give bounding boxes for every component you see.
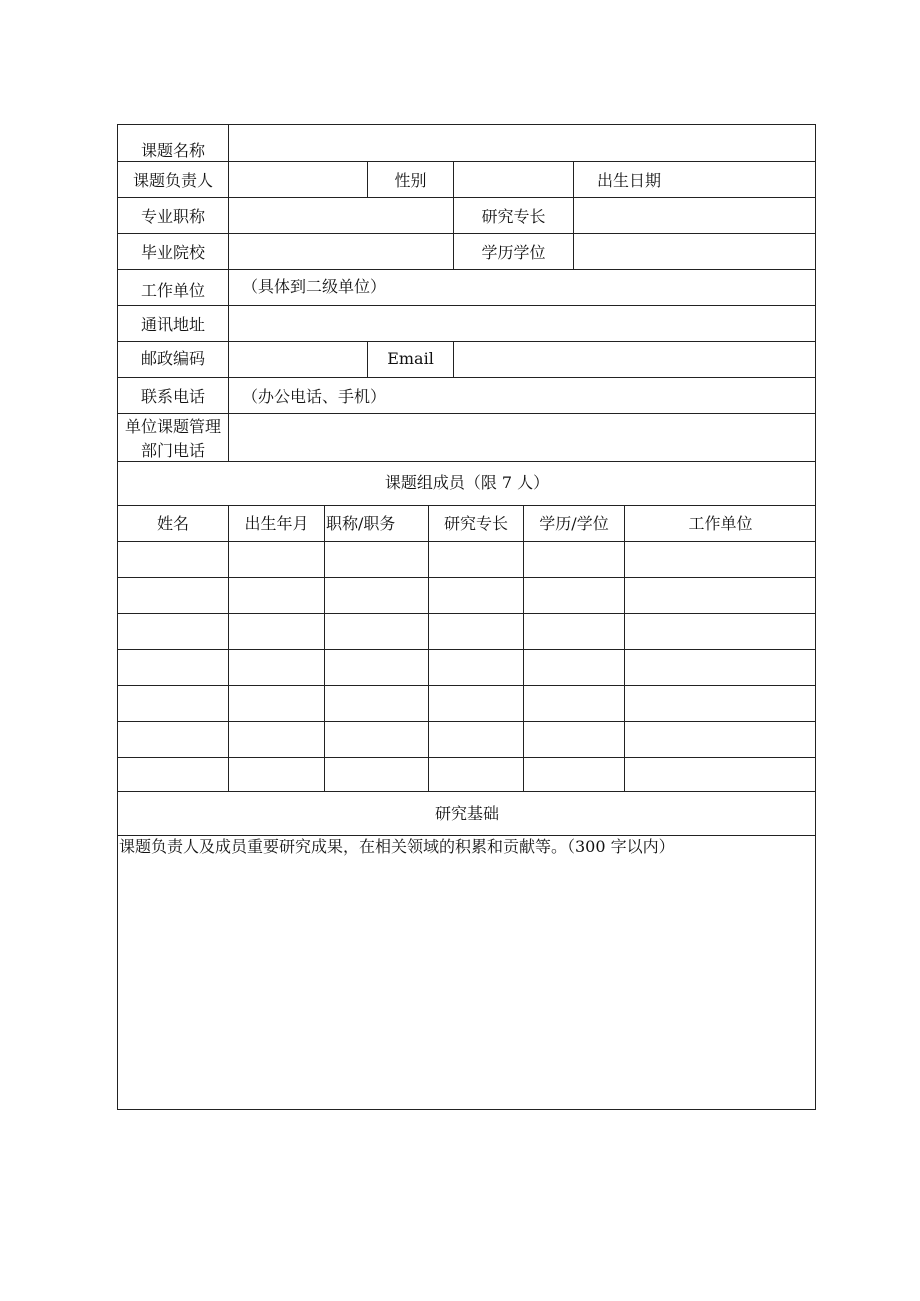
member-title-cell[interactable] [325, 758, 428, 793]
member-name-cell[interactable] [119, 542, 228, 577]
member-name-cell[interactable] [119, 578, 228, 613]
gender-field[interactable] [454, 162, 573, 197]
member-work-unit-cell[interactable] [625, 686, 816, 721]
member-birth-cell[interactable] [229, 686, 324, 721]
research-instruction: 课题负责人及成员重要研究成果，在相关领域的积累和贡献等。（300 字以内） [119, 837, 675, 856]
member-degree-cell[interactable] [524, 758, 624, 793]
column-header-birth: 出生年月 [244, 514, 309, 533]
leader-field[interactable] [229, 162, 367, 197]
member-title-cell[interactable] [325, 578, 428, 613]
work-unit-hint: （具体到二级单位） [242, 277, 387, 296]
member-work-unit-cell[interactable] [625, 650, 816, 685]
column-header-work-unit: 工作单位 [688, 514, 753, 533]
member-specialty-cell[interactable] [429, 614, 523, 649]
member-title-cell[interactable] [325, 542, 428, 577]
member-specialty-cell[interactable] [429, 686, 523, 721]
specialty-field[interactable] [574, 198, 816, 233]
member-work-unit-cell[interactable] [625, 614, 816, 649]
degree-label: 学历学位 [481, 243, 546, 262]
member-birth-cell[interactable] [229, 614, 324, 649]
member-name-cell[interactable] [119, 758, 228, 793]
member-specialty-cell[interactable] [429, 542, 523, 577]
member-specialty-cell[interactable] [429, 578, 523, 613]
column-header-title: 职称/职务 [326, 514, 396, 533]
email-label: Email [387, 349, 434, 368]
member-work-unit-cell[interactable] [625, 578, 816, 613]
members-header: 课题组成员（限 7 人） [384, 473, 550, 492]
member-specialty-cell[interactable] [429, 758, 523, 793]
member-title-cell[interactable] [325, 614, 428, 649]
degree-field[interactable] [574, 234, 816, 269]
phone-field[interactable] [229, 378, 816, 413]
member-work-unit-cell[interactable] [625, 542, 816, 577]
leader-label: 课题负责人 [132, 171, 213, 190]
member-birth-cell[interactable] [229, 650, 324, 685]
gender-label: 性别 [394, 171, 427, 190]
mgmt-phone-field[interactable] [229, 414, 816, 461]
email-field[interactable] [454, 342, 816, 377]
member-birth-cell[interactable] [229, 722, 324, 757]
member-birth-cell[interactable] [229, 542, 324, 577]
member-degree-cell[interactable] [524, 722, 624, 757]
specialty-label: 研究专长 [481, 207, 546, 226]
mgmt-phone-label-line2: 部门电话 [140, 441, 205, 460]
research-header: 研究基础 [434, 804, 499, 823]
birth-date-field[interactable] [684, 162, 816, 197]
phone-hint: （办公电话、手机） [242, 387, 387, 406]
column-header-name: 姓名 [156, 514, 189, 533]
phone-label: 联系电话 [140, 387, 205, 406]
birth-date-label: 出生日期 [596, 171, 661, 190]
mgmt-phone-label-line1: 单位课题管理 [124, 417, 221, 436]
member-specialty-cell[interactable] [429, 722, 523, 757]
member-name-cell[interactable] [119, 614, 228, 649]
work-unit-label: 工作单位 [140, 281, 205, 300]
member-title-cell[interactable] [325, 650, 428, 685]
member-degree-cell[interactable] [524, 542, 624, 577]
member-degree-cell[interactable] [524, 686, 624, 721]
member-birth-cell[interactable] [229, 758, 324, 793]
member-name-cell[interactable] [119, 686, 228, 721]
member-name-cell[interactable] [119, 722, 228, 757]
title-field[interactable] [229, 198, 453, 233]
work-unit-field[interactable] [229, 270, 816, 305]
application-form [117, 124, 816, 1110]
member-degree-cell[interactable] [524, 650, 624, 685]
member-work-unit-cell[interactable] [625, 722, 816, 757]
address-label: 通讯地址 [140, 315, 205, 334]
title-label: 专业职称 [140, 207, 205, 226]
topic-name-label: 课题名称 [140, 141, 205, 160]
member-birth-cell[interactable] [229, 578, 324, 613]
member-degree-cell[interactable] [524, 614, 624, 649]
school-label: 毕业院校 [140, 243, 205, 262]
postcode-field[interactable] [229, 342, 367, 377]
address-field[interactable] [229, 306, 816, 341]
school-field[interactable] [229, 234, 453, 269]
postcode-label: 邮政编码 [140, 349, 205, 368]
research-field[interactable] [119, 859, 815, 1109]
topic-name-field[interactable] [229, 125, 816, 161]
member-degree-cell[interactable] [524, 578, 624, 613]
member-name-cell[interactable] [119, 650, 228, 685]
column-header-specialty: 研究专长 [443, 514, 508, 533]
member-title-cell[interactable] [325, 722, 428, 757]
column-header-degree: 学历/学位 [539, 514, 609, 533]
member-specialty-cell[interactable] [429, 650, 523, 685]
member-work-unit-cell[interactable] [625, 758, 816, 793]
member-title-cell[interactable] [325, 686, 428, 721]
